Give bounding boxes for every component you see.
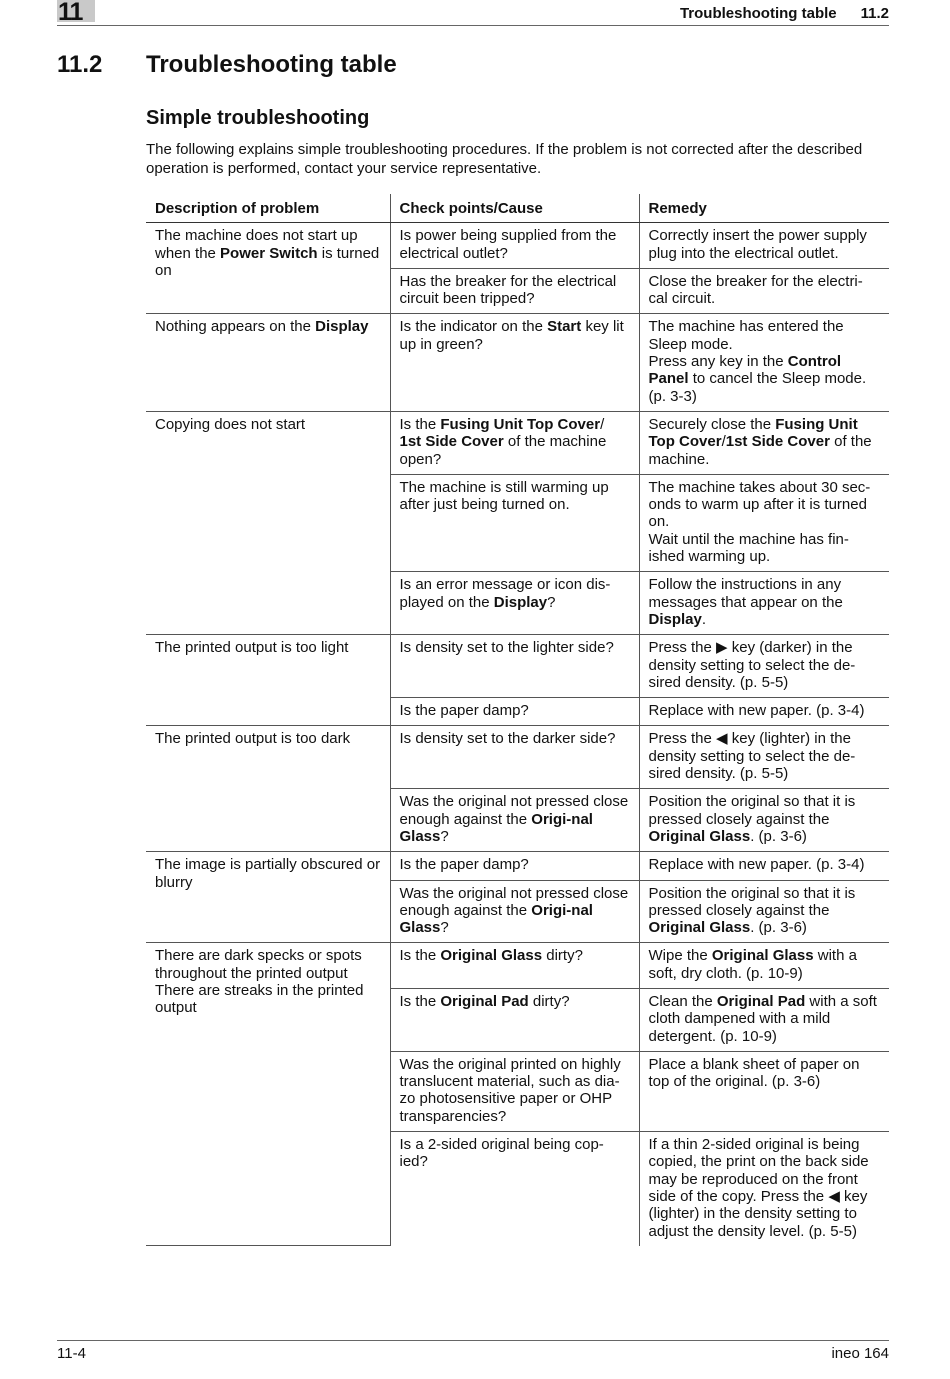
remedy-cell: Position the original so that it is pressed closely against the Original Glass. (p. 3-6) (639, 880, 889, 943)
remedy-cell: Wipe the Original Glass with a soft, dry cloth. (p. 10-9) (639, 943, 889, 989)
check-cell: The machine is still warming up after just being turned on. (390, 474, 639, 571)
section-title: Troubleshooting table (146, 51, 397, 78)
check-cell: Was the original not pressed close enough against the Origi-nal Glass? (390, 789, 639, 852)
check-cell: Was the original printed on highly translucent material, such as dia-zo photosensitive paper or OHP transparencies? (390, 1051, 639, 1131)
check-cell: Is the paper damp? (390, 698, 639, 726)
problem-cell: There are dark specks or spots throughout the printed output There are streaks in the printed output (146, 943, 390, 1246)
remedy-cell: Close the breaker for the electri-cal circuit. (639, 268, 889, 314)
column-header-check: Check points/Cause (390, 194, 639, 223)
check-cell: Is the Original Pad dirty? (390, 988, 639, 1051)
remedy-cell: Replace with new paper. (p. 3-4) (639, 698, 889, 726)
intro-paragraph: The following explains simple troubleshooting procedures. If the problem is not corrected after the described operation is performed, contact your service representative. (146, 141, 863, 177)
section-number: 11.2 (57, 51, 103, 78)
table-row (146, 223, 889, 269)
remedy-cell: Position the original so that it is pressed closely against the Original Glass. (p. 3-6) (639, 789, 889, 852)
remedy-cell: Clean the Original Pad with a soft cloth dampened with a mild detergent. (p. 10-9) (639, 988, 889, 1051)
column-header-problem: Description of problem (146, 194, 390, 223)
table-header-row (146, 194, 889, 223)
check-cell: Is the indicator on the Start key lit up in green? (390, 314, 639, 411)
table-body (146, 223, 889, 1246)
check-cell: Is the Fusing Unit Top Cover/ 1st Side Cover of the machine open? (390, 411, 639, 474)
remedy-cell: Securely close the Fusing Unit Top Cover/1st Side Cover of the machine. (639, 411, 889, 474)
problem-cell: The machine does not start up when the Power Switch is turned on (146, 223, 390, 314)
running-section-number: 11.2 (860, 5, 889, 22)
check-cell: Is density set to the lighter side? (390, 635, 639, 698)
check-cell: Is an error message or icon dis-played on the Display? (390, 572, 639, 635)
remedy-cell: The machine has entered the Sleep mode. Press any key in the Control Panel to cancel the Sleep mode. (p. 3-3) (639, 314, 889, 411)
remedy-cell: Correctly insert the power supply plug into the electrical outlet. (639, 223, 889, 269)
chapter-rule (57, 25, 889, 26)
check-cell: Is density set to the darker side? (390, 726, 639, 789)
remedy-cell: Press the ◀ key (lighter) in the density setting to select the de-sired density. (p. 5-5) (639, 726, 889, 789)
check-cell: Is the Original Glass dirty? (390, 943, 639, 989)
running-header (680, 5, 889, 22)
problem-cell: The image is partially obscured or blurry (146, 852, 390, 943)
problem-cell: The printed output is too dark (146, 726, 390, 852)
check-cell: Was the original not pressed close enough against the Origi-nal Glass? (390, 880, 639, 943)
table-row (146, 852, 889, 880)
table-row (146, 943, 889, 989)
remedy-cell: Place a blank sheet of paper on top of the original. (p. 3-6) (639, 1051, 889, 1131)
subsection-title: Simple troubleshooting (146, 107, 370, 129)
footer-rule (57, 1340, 889, 1341)
remedy-cell: Replace with new paper. (p. 3-4) (639, 852, 889, 880)
check-cell: Is a 2-sided original being cop-ied? (390, 1132, 639, 1246)
check-cell: Has the breaker for the electrical circuit been tripped? (390, 268, 639, 314)
problem-cell: Copying does not start (146, 411, 390, 634)
remedy-cell: If a thin 2-sided original is being copied, the print on the back side may be reproduced on the front side of the copy. Press the ◀ key (lighter) in the density setting to adjust the density level. (p. 5-5) (648, 1136, 869, 1240)
remedy-cell: Follow the instructions in any messages that appear on the Display. (639, 572, 889, 635)
remedy-cell: The machine takes about 30 sec-onds to warm up after it is turned on. Wait until the machine has fin-ished warming up. (639, 474, 889, 571)
table-row (146, 726, 889, 789)
table-row (146, 635, 889, 698)
remedy-cell: Press the ▶ key (darker) in the density setting to select the de-sired density. (p. 5-5) (639, 635, 889, 698)
problem-cell: Nothing appears on the Display (146, 314, 390, 411)
check-cell: Is the paper damp? (390, 852, 639, 880)
check-cell: Is power being supplied from the electrical outlet? (390, 223, 639, 269)
problem-cell: The printed output is too light (146, 635, 390, 726)
footer-page-number: 11-4 (57, 1345, 86, 1362)
troubleshooting-table (146, 194, 889, 1246)
column-header-remedy: Remedy (639, 194, 889, 223)
table-row (146, 314, 889, 411)
footer-product: ineo 164 (831, 1345, 889, 1362)
chapter-number: 11 (58, 0, 83, 26)
running-title: Troubleshooting table (679, 5, 837, 22)
table-row (146, 411, 889, 474)
